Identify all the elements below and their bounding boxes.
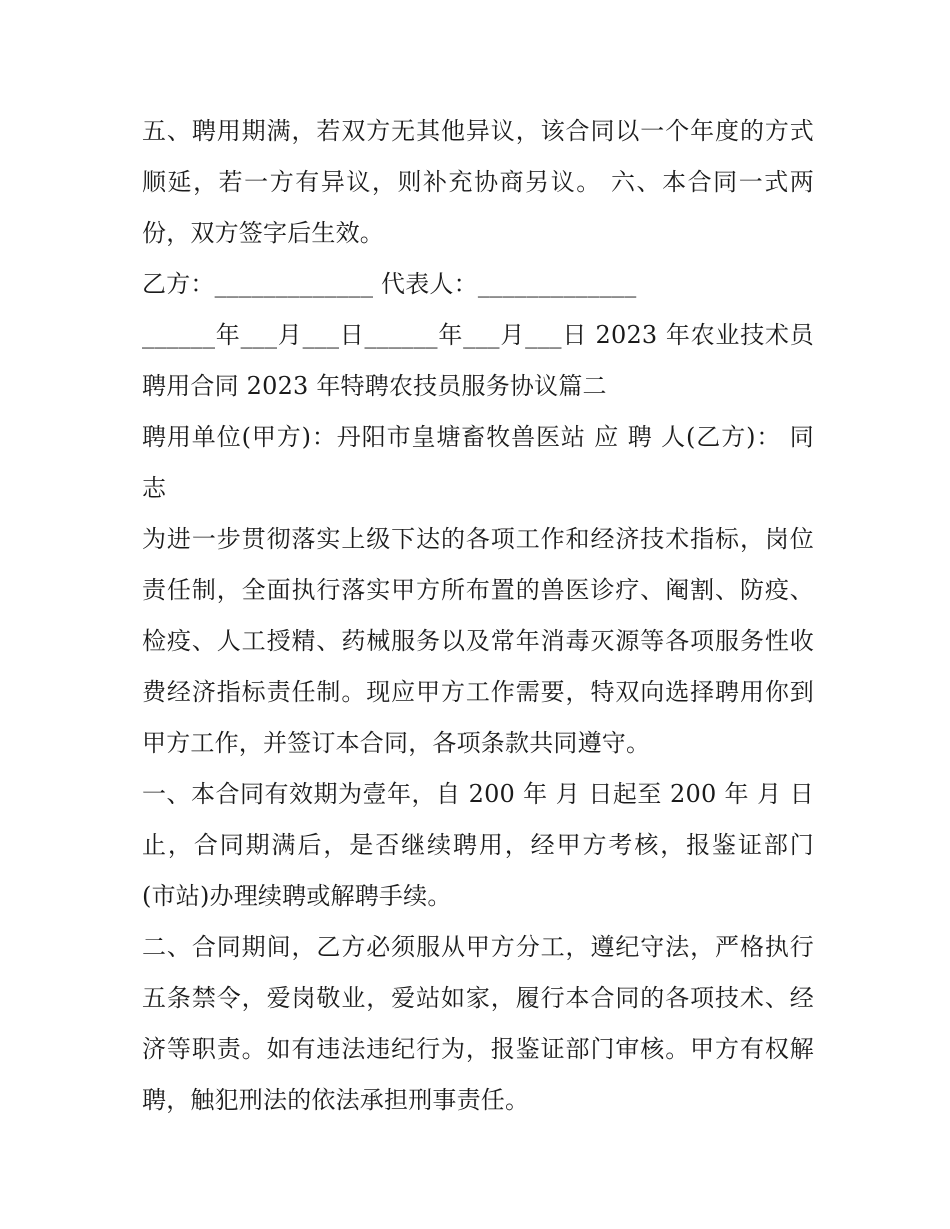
text-line: 五条禁令，爱岗敬业，爱站如家，履行本合同的各项技术、经	[142, 984, 814, 1012]
text-line: 甲方工作，并签订本合同，各项条款共同遵守。	[142, 729, 651, 757]
signature-line: 乙方：_____________ 代表人：_____________	[142, 270, 637, 298]
text-line: 顺延，若一方有异议，则补充协商另议。 六、本合同一式两	[142, 168, 814, 196]
text-line: 志	[142, 474, 167, 502]
document-body	[142, 106, 814, 1126]
text-line: 为进一步贯彻落实上级下达的各项工作和经济技术指标，岗位	[142, 525, 814, 553]
text-line: 检疫、人工授精、药械服务以及常年消毒灭源等各项服务性收	[142, 627, 814, 655]
text-line: 费经济指标责任制。现应甲方工作需要，特双向选择聘用你到	[142, 678, 814, 706]
text-line: 份，双方签字后生效。	[142, 219, 384, 247]
date-line: ______年___月___日______年___月___日 2023 年农业技术员	[142, 321, 814, 349]
text-line: 五、聘用期满，若双方无其他异议，该合同以一个年度的方式	[142, 117, 814, 145]
text-line: 济等职责。如有违法违纪行为，报鉴证部门审核。甲方有权解	[142, 1035, 814, 1063]
section-title: 聘用合同 2023 年特聘农技员服务协议篇二	[142, 372, 607, 400]
text-line: 聘，触犯刑法的依法承担刑事责任。	[142, 1086, 530, 1114]
text-line: (市站)办理续聘或解聘手续。	[142, 882, 452, 910]
party-line: 聘用单位(甲方)：丹阳市皇塘畜牧兽医站 应 聘 人(乙方)： 同	[142, 423, 814, 451]
clause-line: 一、本合同有效期为壹年，自 200 年 月 日起至 200 年 月 日	[142, 780, 814, 808]
text-line: 止，合同期满后，是否继续聘用，经甲方考核，报鉴证部门	[142, 831, 814, 859]
clause-line: 二、合同期间，乙方必须服从甲方分工，遵纪守法，严格执行	[142, 933, 814, 961]
text-line: 责任制，全面执行落实甲方所布置的兽医诊疗、阉割、防疫、	[142, 576, 814, 604]
